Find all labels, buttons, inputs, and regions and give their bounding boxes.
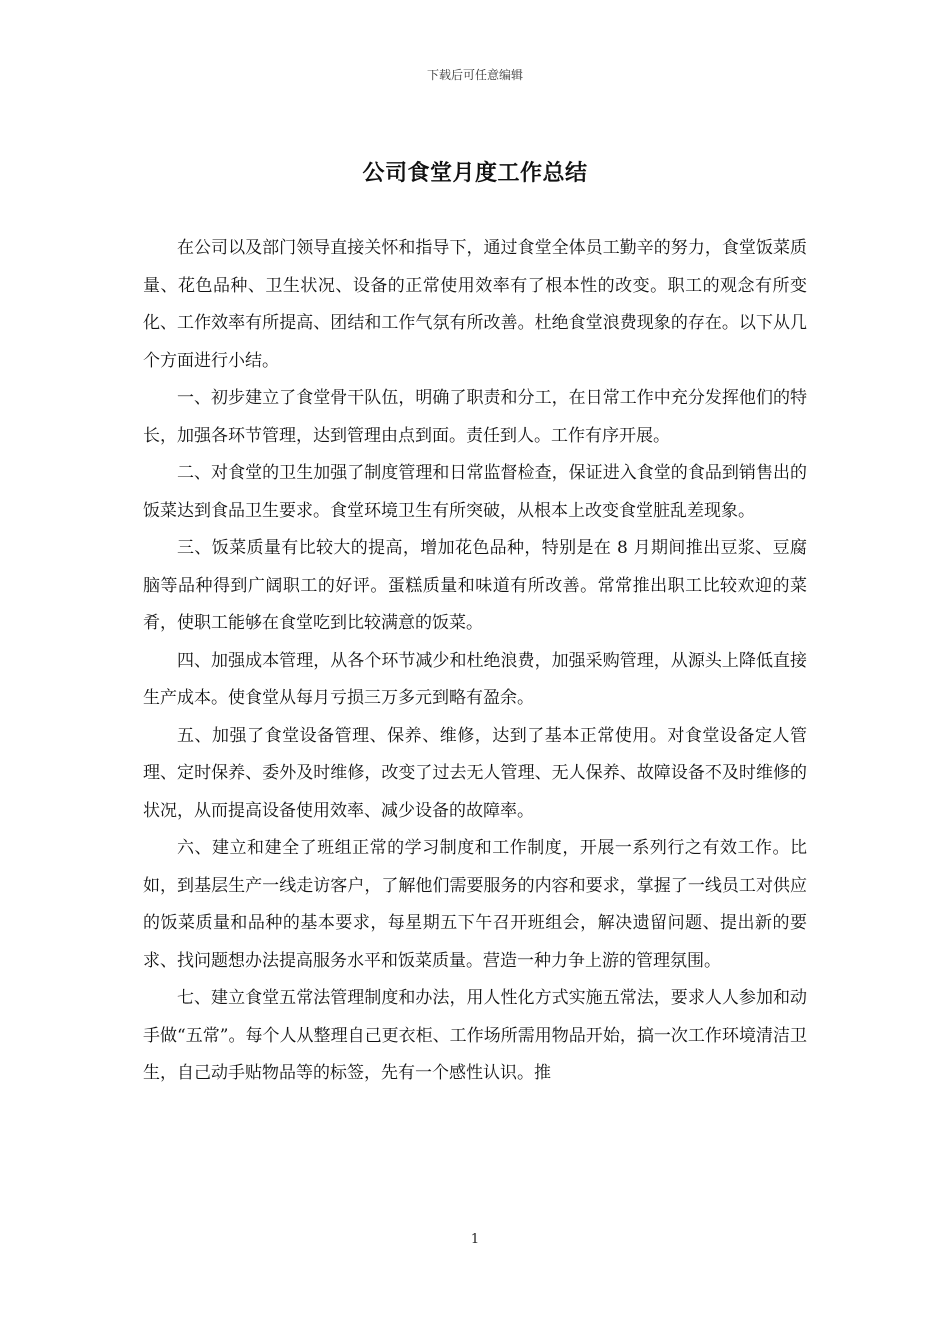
page-header-note: 下载后可任意编辑 <box>426 68 523 82</box>
paragraph-3: 三、饭菜质量有比较大的提高，增加花色品种，特别是在 8 月期间推出豆浆、豆腐脑等品种得到广阔职工的好评。蛋糕质量和味道有所改善。常常推出职工比较欢迎的菜肴，使职工能够在食堂吃到比较满意的饭菜。 <box>143 538 807 633</box>
paragraph-2: 二、对食堂的卫生加强了制度管理和日常监督检查，保证进入食堂的食品到销售出的饭菜达到食品卫生要求。食堂环境卫生有所突破，从根本上改变食堂脏乱差现象。 <box>143 463 807 521</box>
document-body <box>143 230 807 1093</box>
paragraph-6: 六、建立和建全了班组正常的学习制度和工作制度，开展一系列行之有效工作。比如，到基层生产一线走访客户，了解他们需要服务的内容和要求，掌握了一线员工对供应的饭菜质量和品种的基本要求，每星期五下午召开班组会，解决遗留问题、提出新的要求、找问题想办法提高服务水平和饭菜质量。营造一种力争上游的管理氛围。 <box>143 838 807 971</box>
paragraph-4: 四、加强成本管理，从各个环节减少和杜绝浪费，加强采购管理，从源头上降低直接生产成本。使食堂从每月亏损三万多元到略有盈余。 <box>143 650 807 708</box>
paragraph-intro: 在公司以及部门领导直接关怀和指导下，通过食堂全体员工勤辛的努力，食堂饭菜质量、花色品种、卫生状况、设备的正常使用效率有了根本性的改变。职工的观念有所变化、工作效率有所提高、团结和工作气氛有所改善。杜绝食堂浪费现象的存在。以下从几个方面进行小结。 <box>143 238 807 371</box>
paragraph-5: 五、加强了食堂设备管理、保养、维修，达到了基本正常使用。对食堂设备定人管理、定时保养、委外及时维修，改变了过去无人管理、无人保养、故障设备不及时维修的状况，从而提高设备使用效率、减少设备的故障率。 <box>143 725 807 821</box>
document-title: 公司食堂月度工作总结 <box>362 161 588 186</box>
paragraph-1: 一、初步建立了食堂骨干队伍，明确了职责和分工，在日常工作中充分发挥他们的特长，加强各环节管理，达到管理由点到面。责任到人。工作有序开展。 <box>143 388 807 446</box>
paragraph-7: 七、建立食堂五常法管理制度和办法，用人性化方式实施五常法，要求人人参加和动手做“五常”。每个人从整理自己更衣柜、工作场所需用物品开始，搞一次工作环境清洁卫生，自己动手贴物品等的标签，先有一个感性认识。推 <box>143 988 807 1083</box>
page-number: 1 <box>470 1232 480 1247</box>
